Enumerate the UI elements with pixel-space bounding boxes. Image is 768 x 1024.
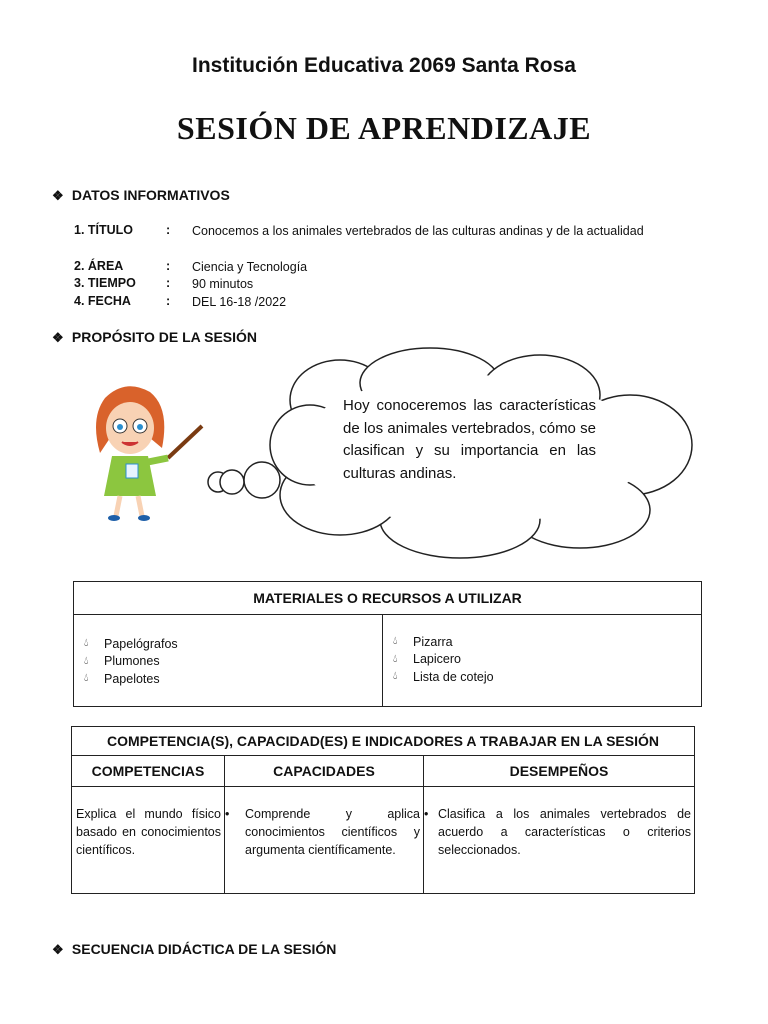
datos-row [74, 276, 694, 293]
datos-label: 3. TIEMPO [74, 276, 136, 290]
section-datos [52, 187, 230, 204]
material-item: 💧︎ Lista de cotejo [393, 669, 494, 684]
material-item: 💧︎ Pizarra [393, 634, 453, 649]
datos-value: Conocemos a los animales vertebrados de las culturas andinas y de la actualidad [192, 224, 644, 238]
column-header: DESEMPEÑOS [424, 756, 695, 787]
section-heading: DATOS INFORMATIVOS [71, 187, 230, 203]
material-item: 💧︎ Papelotes [84, 671, 160, 686]
datos-label: 2. ÁREA [74, 259, 124, 273]
datos-value: DEL 16-18 /2022 [192, 295, 287, 309]
materials-header: MATERIALES O RECURSOS A UTILIZAR [74, 582, 702, 615]
datos-row [74, 259, 694, 276]
document-title: SESIÓN DE APRENDIZAJE [176, 110, 592, 146]
thought-bubble-large [244, 462, 280, 498]
material-item: 💧︎ Lapicero [393, 652, 461, 667]
drop-bullet-icon: 💧︎ [393, 635, 398, 648]
datos-label: 1. TÍTULO [74, 223, 134, 237]
competencias-table [71, 726, 695, 894]
colon: : [166, 276, 171, 290]
material-item: 💧︎ Papelógrafos [84, 636, 178, 651]
competencias-title: COMPETENCIA(S), CAPACIDAD(ES) E INDICADORES A TRABAJAR EN LA SESIÓN [72, 727, 695, 756]
drop-bullet-icon: 💧︎ [393, 670, 398, 683]
desempeno-cell: • Clasifica a los animales vertebrados de acuerdo a características o criterios seleccionados. [424, 787, 695, 894]
capacidad-cell: • Comprende y aplica conocimientos científicos y argumenta científicamente. [225, 787, 424, 894]
drop-bullet-icon: 💧︎ [84, 637, 89, 650]
diamond-bullet-icon: ❖ [52, 330, 64, 345]
drop-bullet-icon: 💧︎ [84, 654, 89, 667]
materials-right-cell [383, 615, 702, 707]
datos-label: 4. FECHA [74, 294, 131, 308]
materials-table [73, 581, 702, 707]
section-secuencia [52, 941, 336, 958]
thought-bubble-medium [220, 470, 244, 494]
institution-name: Institución Educativa 2069 Santa Rosa [192, 54, 576, 77]
datos-row [74, 294, 694, 311]
drop-bullet-icon: 💧︎ [393, 652, 398, 665]
materials-left-cell [74, 615, 383, 707]
section-heading: PROPÓSITO DE LA SESIÓN [71, 329, 258, 345]
datos-value: 90 minutos [192, 277, 254, 291]
colon: : [166, 259, 171, 273]
bullet-icon: • [225, 807, 230, 821]
colon: : [166, 294, 171, 308]
diamond-bullet-icon: ❖ [52, 188, 64, 203]
column-header: COMPETENCIAS [72, 756, 225, 787]
diamond-bullet-icon: ❖ [52, 942, 64, 957]
section-proposito [52, 329, 257, 346]
column-header: CAPACIDADES [225, 756, 424, 787]
competencia-cell: Explica el mundo físico basado en conocimientos científicos. [72, 787, 225, 894]
teacher-illustration [70, 378, 210, 528]
datos-row [74, 223, 694, 240]
section-heading: SECUENCIA DIDÁCTICA DE LA SESIÓN [71, 941, 337, 957]
drop-bullet-icon: 💧︎ [84, 672, 89, 685]
material-item: 💧︎ Plumones [84, 654, 160, 669]
datos-value: Ciencia y Tecnología [192, 260, 308, 274]
purpose-text: Hoy conoceremos las características de los animales vertebrados, cómo se clasifican y su importancia en las culturas andinas. [343, 397, 596, 482]
colon: : [166, 223, 171, 237]
bullet-icon: • [424, 807, 429, 821]
